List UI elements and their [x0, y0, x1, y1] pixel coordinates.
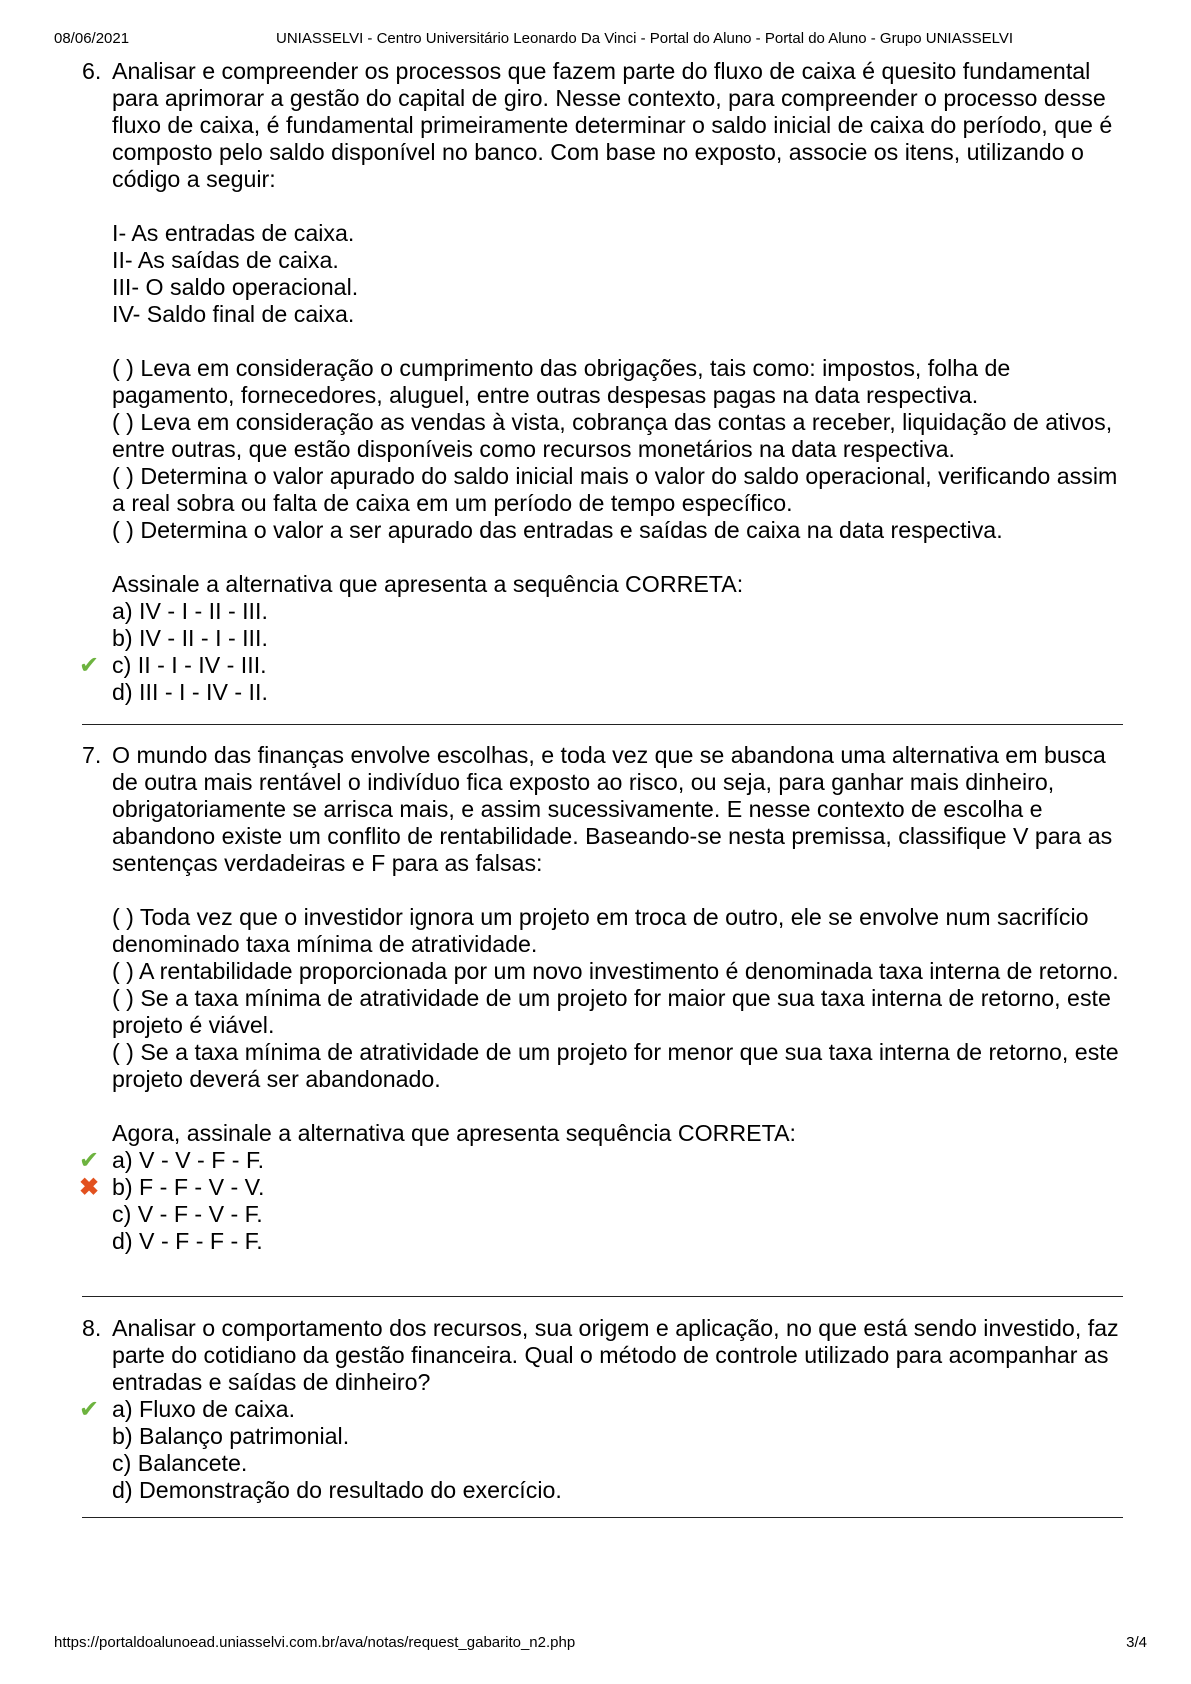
option: c) V - F - V - F.: [112, 1201, 263, 1227]
option: ✔ c) II - I - IV - III.: [79, 652, 267, 679]
footer-url[interactable]: https://portaldoalunoead.uniasselvi.com.br/ava/notas/request_gabarito_n2.php: [54, 1634, 576, 1651]
divider: [82, 1517, 1123, 1518]
question-stem: O mundo das finanças envolve escolhas, e toda vez que se abandona uma alternativa em busca de outra mais rentável o indivíduo fica exposto ao risco, ou seja, para ganhar mais dinheiro, obrigatoriamente se arrisca mais, e assim sucessivamente. E nesse contexto de escolha e abandono existe um conflito de rentabilidade. Baseando-se nesta premissa, classifique V para as sentenças verdadeiras e F para as falsas:: [112, 742, 1113, 876]
question-prompt: Assinale a alternativa que apresenta a sequência CORRETA:: [112, 571, 744, 597]
statement: ( ) Leva em consideração as vendas à vista, cobrança das contas a receber, liquidação de ativos, entre outras, que estão disponíveis como recursos monetários na data respectiva.: [112, 409, 1113, 462]
question-6: [79, 58, 1127, 706]
option: ✔ a) V - V - F - F.: [79, 1147, 265, 1174]
option: c) Balancete.: [112, 1450, 248, 1476]
page-number: 3/4: [1126, 1634, 1147, 1651]
statement: ( ) A rentabilidade proporcionada por um novo investimento é denominada taxa interna de retorno.: [112, 958, 1119, 984]
item: III- O saldo operacional.: [112, 274, 359, 300]
statement: ( ) Toda vez que o investidor ignora um projeto em troca de outro, ele se envolve num sacrifício denominado taxa mínima de atratividade.: [112, 904, 1089, 957]
statement: ( ) Leva em consideração o cumprimento das obrigações, tais como: impostos, folha de pagamento, fornecedores, aluguel, entre outras despesas pagas na data respectiva.: [112, 355, 1011, 408]
option: ✖ b) F - F - V - V.: [79, 1174, 265, 1201]
statement: ( ) Se a taxa mínima de atratividade de um projeto for menor que sua taxa interna de retorno, este projeto deverá ser abandonado.: [112, 1039, 1119, 1092]
check-icon: ✔: [79, 1147, 100, 1174]
check-icon: ✔: [79, 1396, 100, 1423]
question-number: 7.: [82, 742, 102, 768]
item: II- As saídas de caixa.: [112, 247, 339, 273]
option: a) IV - I - II - III.: [112, 598, 268, 624]
option: d) III - I - IV - II.: [112, 679, 268, 705]
question-number: 8.: [82, 1315, 102, 1341]
option: d) Demonstração do resultado do exercício.: [112, 1477, 562, 1503]
question-prompt: Agora, assinale a alternativa que apresenta sequência CORRETA:: [112, 1120, 796, 1146]
option: d) V - F - F - F.: [112, 1228, 263, 1254]
check-icon: ✔: [79, 652, 100, 679]
divider: [82, 724, 1123, 725]
statement: ( ) Determina o valor apurado do saldo inicial mais o valor do saldo operacional, verificando assim a real sobra ou falta de caixa em um período de tempo específico.: [112, 463, 1118, 516]
question-stem: Analisar e compreender os processos que fazem parte do fluxo de caixa é quesito fundamental para aprimorar a gestão do capital de giro. Nesse contexto, para compreender o processo desse fluxo de caixa, é fundamental primeiramente determinar o saldo inicial de caixa do período, que é composto pelo saldo disponível no banco. Com base no exposto, associe os itens, utilizando o código a seguir:: [112, 58, 1113, 192]
statement: ( ) Determina o valor a ser apurado das entradas e saídas de caixa na data respectiva.: [112, 517, 1003, 543]
question-7: [79, 742, 1127, 1255]
question-stem: Analisar o comportamento dos recursos, sua origem e aplicação, no que está sendo investido, faz parte do cotidiano da gestão financeira. Qual o método de controle utilizado para acompanhar as entradas e saídas de dinheiro?: [112, 1315, 1119, 1395]
question-number: 6.: [82, 58, 102, 84]
header-date: 08/06/2021: [54, 30, 130, 47]
option: b) IV - II - I - III.: [112, 625, 268, 651]
cross-icon: ✖: [79, 1174, 100, 1201]
statement: ( ) Se a taxa mínima de atratividade de um projeto for maior que sua taxa interna de retorno, este projeto é viável.: [112, 985, 1111, 1038]
option: b) Balanço patrimonial.: [112, 1423, 350, 1449]
header-title: UNIASSELVI - Centro Universitário Leonardo Da Vinci - Portal do Aluno - Portal do Aluno - Grupo UNIASSELVI: [276, 30, 1014, 47]
divider: [82, 1296, 1123, 1297]
question-8: [79, 1315, 1127, 1504]
item: IV- Saldo final de caixa.: [112, 301, 355, 327]
option: ✔ a) Fluxo de caixa.: [79, 1396, 296, 1423]
item: I- As entradas de caixa.: [112, 220, 355, 246]
